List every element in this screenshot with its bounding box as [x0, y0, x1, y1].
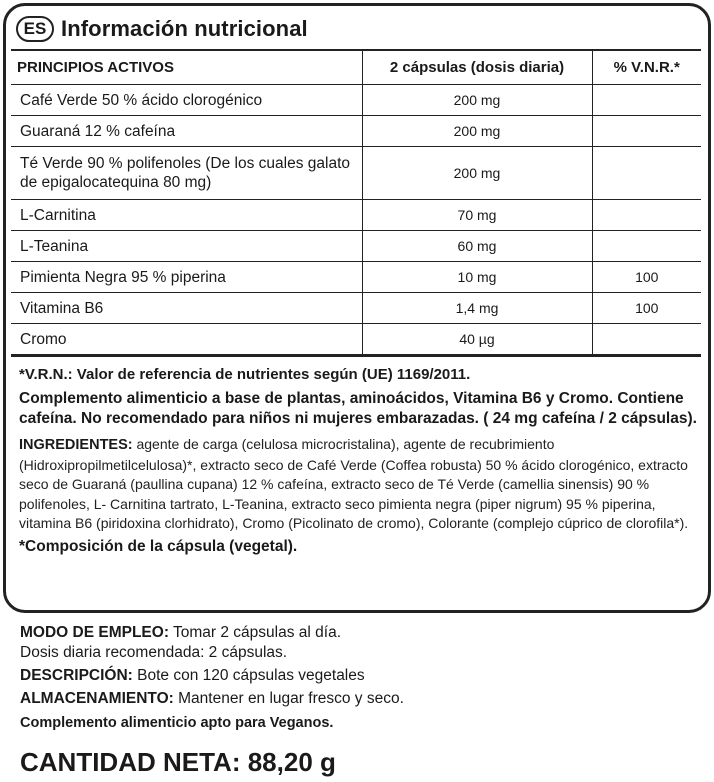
storage-label: ALMACENAMIENTO: [20, 690, 174, 707]
row-vnr [592, 324, 701, 356]
vegan-note: Complemento alimenticio apto para Veganos. [20, 715, 334, 731]
row-vnr: 100 [592, 262, 701, 293]
ingredients-list: agente de carga (celulosa microcristalina), agente de recubrimiento (Hidroxipropilmetilcelulosa)*, extracto seco de Café Verde (Coffea robusta) 50 % ácido clorogénico, extracto seco de Guaraná (paullina cupana) 12 % cafeína, extracto seco de Té Verde (camellia sinensis) 90 % polifenoles, L- Carnitina tartrato, L-Teanina, extracto seco pimienta negra (piper nigrum) 95 % piperina, vitamina B6 (piridoxina clorhidrato), Cromo (Picolinato de cromo), Colorante (complejo cúprico de clorofila*). [19, 436, 689, 531]
ingredients-text [19, 435, 699, 534]
usage-section [20, 623, 700, 733]
row-name: L-Teanina [11, 231, 362, 262]
column-header-ingredient: PRINCIPIOS ACTIVOS [11, 50, 362, 85]
panel-header [16, 14, 308, 44]
row-name: Cromo [11, 324, 362, 356]
storage [20, 689, 700, 709]
row-dose: 40 µg [362, 324, 592, 356]
usage-mode-label: MODO DE EMPLEO: [20, 624, 169, 641]
row-dose: 200 mg [362, 85, 592, 116]
row-vnr [592, 231, 701, 262]
table-row [11, 324, 701, 356]
table-row [11, 116, 701, 147]
vrn-note: *V.R.N.: Valor de referencia de nutrientes según (UE) 1169/2011. [19, 366, 471, 383]
row-dose: 200 mg [362, 116, 592, 147]
row-name: Café Verde 50 % ácido clorogénico [11, 85, 362, 116]
row-name: Té Verde 90 % polifenoles (De los cuales galato de epigalocatequina 80 mg) [11, 147, 362, 200]
row-dose: 1,4 mg [362, 293, 592, 324]
description [20, 666, 700, 686]
row-dose: 70 mg [362, 200, 592, 231]
row-vnr [592, 116, 701, 147]
table-row [11, 293, 701, 324]
row-dose: 200 mg [362, 147, 592, 200]
row-dose: 10 mg [362, 262, 592, 293]
usage-mode-text: Tomar 2 cápsulas al día. [168, 624, 342, 641]
table-row [11, 85, 701, 116]
row-name: Guaraná 12 % cafeína [11, 116, 362, 147]
nutrition-table [11, 49, 701, 357]
description-text: Bote con 120 cápsulas vegetales [132, 667, 365, 684]
storage-text: Mantener en lugar fresco y seco. [173, 690, 404, 707]
net-quantity: CANTIDAD NETA: 88,20 g [20, 747, 336, 777]
row-vnr: 100 [592, 293, 701, 324]
row-name: Vitamina B6 [11, 293, 362, 324]
row-name: L-Carnitina [11, 200, 362, 231]
panel-title: Información nutricional [61, 16, 308, 41]
row-vnr [592, 200, 701, 231]
table-row [11, 200, 701, 231]
column-header-dose: 2 cápsulas (dosis diaria) [362, 50, 592, 85]
usage-mode [20, 623, 700, 643]
description-label: DESCRIPCIÓN: [20, 667, 133, 684]
table-row [11, 147, 701, 200]
table-row [11, 262, 701, 293]
language-badge: ES [16, 16, 54, 42]
nutrition-panel [3, 3, 711, 613]
capsule-note: *Composición de la cápsula (vegetal). [19, 537, 298, 555]
daily-dose: Dosis diaria recomendada: 2 cápsulas. [20, 644, 288, 661]
ingredients-label: INGREDIENTES: [19, 437, 133, 453]
column-header-vnr: % V.N.R.* [592, 50, 701, 85]
table-header-row [11, 50, 701, 85]
supplement-statement: Complemento alimenticio a base de plantas, aminoácidos, Vitamina B6 y Cromo. Contiene cafeína. No recomendado para niños ni mujeres embarazadas. ( 24 mg cafeína / 2 cápsulas). [19, 390, 697, 427]
row-vnr [592, 147, 701, 200]
notes-section [19, 366, 699, 556]
table-row [11, 231, 701, 262]
row-dose: 60 mg [362, 231, 592, 262]
row-vnr [592, 85, 701, 116]
row-name: Pimienta Negra 95 % piperina [11, 262, 362, 293]
